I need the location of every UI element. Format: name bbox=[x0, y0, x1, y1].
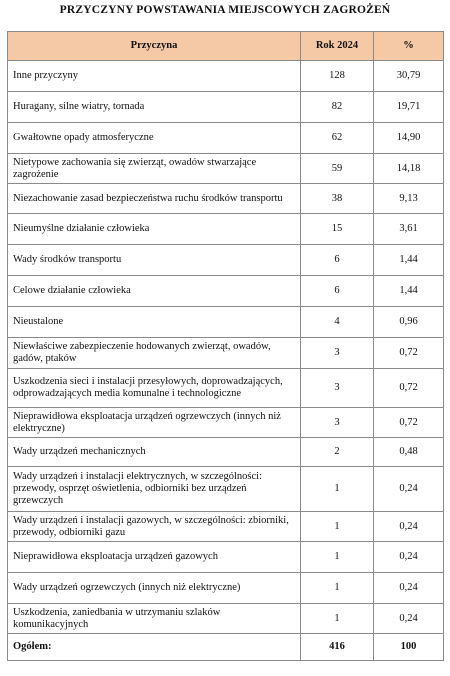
table-row bbox=[8, 245, 444, 276]
cause-cell: Nieprawidłowa eksploatacja urządzeń gazowych bbox=[8, 542, 301, 573]
percent-cell: 0,96 bbox=[374, 307, 444, 338]
cause-cell: Wady urządzeń i instalacji elektrycznych, w szczególności: przewody, osprzęt oświetlenia, odbiorniki bez urządzeń grzewczych bbox=[8, 467, 301, 512]
count-cell: 1 bbox=[301, 512, 374, 542]
total-percent: 100 bbox=[374, 634, 444, 661]
total-label: Ogółem: bbox=[8, 634, 301, 661]
cause-cell: Uszkodzenia sieci i instalacji przesyłowych, doprowadzających, odprowadzających media komunalne i technologiczne bbox=[8, 369, 301, 408]
percent-cell: 0,24 bbox=[374, 604, 444, 634]
cause-cell: Wady urządzeń ogrzewczych (innych niż elektryczne) bbox=[8, 573, 301, 604]
table-row bbox=[8, 573, 444, 604]
table-header-row bbox=[8, 32, 444, 61]
header-percent: % bbox=[374, 32, 444, 61]
table-row bbox=[8, 542, 444, 573]
cause-cell: Wady urządzeń mechanicznych bbox=[8, 438, 301, 467]
table-row bbox=[8, 438, 444, 467]
table-row bbox=[8, 467, 444, 512]
percent-cell: 9,13 bbox=[374, 184, 444, 214]
cause-cell: Inne przyczyny bbox=[8, 61, 301, 92]
cause-cell: Nietypowe zachowania się zwierząt, owadów stwarzające zagrożenie bbox=[8, 154, 301, 184]
count-cell: 15 bbox=[301, 214, 374, 245]
count-cell: 6 bbox=[301, 245, 374, 276]
table-row bbox=[8, 184, 444, 214]
header-year: Rok 2024 bbox=[301, 32, 374, 61]
count-cell: 1 bbox=[301, 542, 374, 573]
table-row bbox=[8, 123, 444, 154]
count-cell: 2 bbox=[301, 438, 374, 467]
causes-table bbox=[7, 31, 444, 661]
table-row bbox=[8, 512, 444, 542]
count-cell: 3 bbox=[301, 338, 374, 369]
count-cell: 1 bbox=[301, 467, 374, 512]
percent-cell: 1,44 bbox=[374, 245, 444, 276]
table-row bbox=[8, 338, 444, 369]
count-cell: 3 bbox=[301, 408, 374, 438]
percent-cell: 0,24 bbox=[374, 467, 444, 512]
percent-cell: 0,24 bbox=[374, 573, 444, 604]
percent-cell: 19,71 bbox=[374, 92, 444, 123]
table-row bbox=[8, 92, 444, 123]
percent-cell: 0,72 bbox=[374, 408, 444, 438]
page-title: PRZYCZYNY POWSTAWANIA MIEJSCOWYCH ZAGROŻEŃ bbox=[59, 4, 391, 16]
table-row bbox=[8, 369, 444, 408]
count-cell: 82 bbox=[301, 92, 374, 123]
header-cause: Przyczyna bbox=[8, 32, 301, 61]
percent-cell: 1,44 bbox=[374, 276, 444, 307]
count-cell: 6 bbox=[301, 276, 374, 307]
count-cell: 3 bbox=[301, 369, 374, 408]
table-row bbox=[8, 214, 444, 245]
cause-cell: Huragany, silne wiatry, tornada bbox=[8, 92, 301, 123]
table-row bbox=[8, 604, 444, 634]
count-cell: 38 bbox=[301, 184, 374, 214]
percent-cell: 0,72 bbox=[374, 338, 444, 369]
table-row bbox=[8, 154, 444, 184]
cause-cell: Nieprawidłowa eksploatacja urządzeń ogrzewczych (innych niż elektryczne) bbox=[8, 408, 301, 438]
percent-cell: 0,24 bbox=[374, 542, 444, 573]
cause-cell: Wady urządzeń i instalacji gazowych, w szczególności: zbiorniki, przewody, odbiorniki gazu bbox=[8, 512, 301, 542]
cause-cell: Niewłaściwe zabezpieczenie hodowanych zwierząt, owadów, gadów, ptaków bbox=[8, 338, 301, 369]
percent-cell: 0,48 bbox=[374, 438, 444, 467]
percent-cell: 3,61 bbox=[374, 214, 444, 245]
cause-cell: Niezachowanie zasad bezpieczeństwa ruchu środków transportu bbox=[8, 184, 301, 214]
table-row bbox=[8, 276, 444, 307]
count-cell: 1 bbox=[301, 604, 374, 634]
cause-cell: Celowe działanie człowieka bbox=[8, 276, 301, 307]
total-row bbox=[8, 634, 444, 661]
percent-cell: 30,79 bbox=[374, 61, 444, 92]
count-cell: 1 bbox=[301, 573, 374, 604]
count-cell: 62 bbox=[301, 123, 374, 154]
table-row bbox=[8, 61, 444, 92]
cause-cell: Nieumyślne działanie człowieka bbox=[8, 214, 301, 245]
total-count: 416 bbox=[301, 634, 374, 661]
count-cell: 59 bbox=[301, 154, 374, 184]
percent-cell: 0,72 bbox=[374, 369, 444, 408]
percent-cell: 14,18 bbox=[374, 154, 444, 184]
table-row bbox=[8, 408, 444, 438]
table-row bbox=[8, 307, 444, 338]
percent-cell: 14,90 bbox=[374, 123, 444, 154]
cause-cell: Uszkodzenia, zaniedbania w utrzymaniu szlaków komunikacyjnych bbox=[8, 604, 301, 634]
cause-cell: Nieustalone bbox=[8, 307, 301, 338]
cause-cell: Gwałtowne opady atmosferyczne bbox=[8, 123, 301, 154]
percent-cell: 0,24 bbox=[374, 512, 444, 542]
count-cell: 4 bbox=[301, 307, 374, 338]
cause-cell: Wady środków transportu bbox=[8, 245, 301, 276]
count-cell: 128 bbox=[301, 61, 374, 92]
